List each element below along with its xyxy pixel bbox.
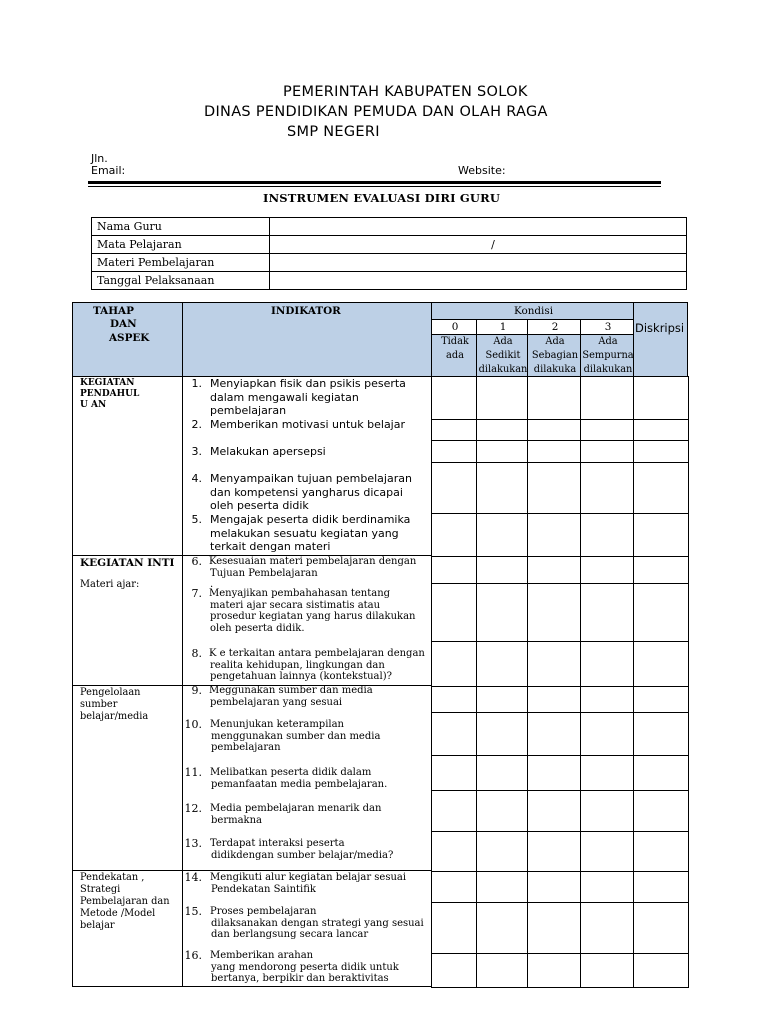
section-label: KEGIATAN INTI xyxy=(80,557,175,569)
score-cell[interactable] xyxy=(580,419,634,441)
description-cell[interactable] xyxy=(633,583,689,642)
indicator-text-line: terkait dengan materi xyxy=(210,540,331,553)
score-cell[interactable] xyxy=(527,686,581,713)
header-dan: DAN xyxy=(110,318,137,330)
score-cell[interactable] xyxy=(476,831,528,872)
indicator-text-line: yang mendorong peserta didik untuk xyxy=(211,961,399,973)
description-cell[interactable] xyxy=(633,902,689,954)
score-label-line: Ada xyxy=(545,336,565,347)
description-cell[interactable] xyxy=(633,419,689,441)
header-deskripsi-cell xyxy=(633,302,688,377)
score-cell[interactable] xyxy=(431,419,477,441)
indicator-text-line: realita kehidupan, lingkungan dan xyxy=(210,659,385,671)
section-cell xyxy=(72,555,183,686)
description-cell[interactable] xyxy=(633,513,689,557)
score-cell[interactable] xyxy=(476,712,528,756)
indicator-text-line: pembelajaran xyxy=(211,742,281,753)
score-cell[interactable] xyxy=(580,440,634,463)
section-label: Pengelolaan sumber belajar/media xyxy=(80,687,149,722)
indicator-text-line: Mengikuti alur kegiatan belajar sesuai xyxy=(210,872,407,883)
indicator-number: 5. xyxy=(191,513,202,526)
score-cell[interactable] xyxy=(476,641,528,687)
score-cell[interactable] xyxy=(431,902,477,954)
indicator-number: 8. xyxy=(191,647,202,660)
indicator-text-line: pengetahuan lainnya (kontekstual)? xyxy=(210,671,392,682)
indicator-text-line: dilaksanakan dengan strategi yang sesuai xyxy=(211,917,424,929)
indicator-text-line: dan kompetensi yangharus dicapai xyxy=(210,485,403,499)
email-label: Email: xyxy=(91,164,126,177)
score-label-line: Tidak xyxy=(441,336,469,347)
score-cell[interactable] xyxy=(476,583,528,642)
indicator-number: 6. xyxy=(191,555,202,568)
score-cell[interactable] xyxy=(580,871,634,903)
score-cell[interactable] xyxy=(580,831,634,872)
header-line-1: PEMERINTAH KABUPATEN SOLOK xyxy=(283,84,528,100)
indicator-text-line: Memberikan motivasi untuk belajar xyxy=(210,418,405,431)
header-aspek: ASPEK xyxy=(109,332,150,344)
score-cell[interactable] xyxy=(431,583,477,642)
score-label-line: Sebagian xyxy=(531,350,579,361)
score-cell[interactable] xyxy=(431,755,477,791)
indicator-text-line: K e terkaitan antara pembelajaran dengan xyxy=(209,648,425,659)
info-label: Tanggal Pelaksanaan xyxy=(92,272,270,290)
indicator-text-line: dalam mengawali kegiatan xyxy=(210,390,359,404)
score-label-line: Sempurna xyxy=(582,350,634,361)
score-header-number xyxy=(580,319,634,335)
indicator-text-line: Menyampaikan tujuan pembelajaran xyxy=(210,472,412,485)
score-cell[interactable] xyxy=(527,513,581,557)
score-cell[interactable] xyxy=(580,712,634,756)
header-line-2: DINAS PENDIDIKAN PEMUDA DAN OLAH RAGA xyxy=(204,104,548,120)
score-label-line: dilakuka xyxy=(533,364,577,375)
score-cell[interactable] xyxy=(431,513,477,557)
score-label-line: Ada xyxy=(598,336,618,347)
indicator-number: 7. xyxy=(191,587,202,600)
indicator-number: 14. xyxy=(184,871,202,884)
info-label: Mata Pelajaran xyxy=(92,236,270,254)
section-cell xyxy=(72,870,183,987)
score-cell[interactable] xyxy=(580,376,634,420)
score-cell[interactable] xyxy=(527,755,581,791)
header-deskripsi: Diskripsi xyxy=(635,321,685,335)
indicator-number: 4. xyxy=(191,472,202,485)
score-header-number xyxy=(527,319,581,335)
indicator-text-line: Terdapat interaksi peserta xyxy=(210,838,345,849)
score-cell[interactable] xyxy=(527,556,581,584)
indicator-text-line: oleh peserta didik xyxy=(210,499,309,512)
description-cell[interactable] xyxy=(633,755,689,791)
score-cell[interactable] xyxy=(527,953,581,988)
score-cell[interactable] xyxy=(527,871,581,903)
description-cell[interactable] xyxy=(633,712,689,756)
indicator-text-line: melakukan sesuatu kegiatan yang xyxy=(210,526,399,540)
indicator-text-line: Meggunakan sumber dan media xyxy=(209,685,373,696)
indicator-number: 10. xyxy=(184,718,202,731)
score-cell[interactable] xyxy=(527,440,581,463)
description-cell[interactable] xyxy=(633,790,689,832)
score-cell[interactable] xyxy=(476,755,528,791)
score-header-label xyxy=(431,334,477,377)
indicator-text-line: Melakukan apersepsi xyxy=(210,445,326,458)
score-cell[interactable] xyxy=(476,376,528,420)
header-kondisi: Kondisi xyxy=(513,305,554,317)
indicator-number: 3. xyxy=(191,445,202,458)
score-cell[interactable] xyxy=(431,641,477,687)
indicator-text-line: menggunakan sumber dan media xyxy=(211,730,381,742)
description-cell[interactable] xyxy=(633,641,689,687)
score-number: 0 xyxy=(451,321,459,333)
score-header-label xyxy=(476,334,528,377)
indicator-text-line: dan berlangsung secara lancar xyxy=(211,929,369,940)
indicator-text-line: Menunjukan keterampilan xyxy=(210,719,344,730)
score-label-line: dilakukan xyxy=(478,364,528,375)
score-cell[interactable] xyxy=(580,902,634,954)
header-indikator: INDIKATOR xyxy=(271,305,341,317)
indicator-text-line: materi ajar secara sistimatis atau xyxy=(210,599,381,611)
score-cell[interactable] xyxy=(527,790,581,832)
section-cell xyxy=(72,376,183,556)
header-indikator-cell xyxy=(182,302,432,377)
indicator-text-line: Mengajak peserta didik berdinamika xyxy=(210,513,411,526)
header-kondisi-cell xyxy=(431,302,634,320)
description-cell[interactable] xyxy=(633,440,689,463)
indicator-text-line: pembelajaran xyxy=(210,404,287,417)
score-cell[interactable] xyxy=(476,953,528,988)
score-cell[interactable] xyxy=(527,712,581,756)
score-cell[interactable] xyxy=(527,583,581,642)
indicator-text-line: Menyajikan pembahahasan tentang xyxy=(209,588,391,599)
score-number: 3 xyxy=(604,321,612,333)
score-cell[interactable] xyxy=(431,871,477,903)
indicator-text-line: bertanya, berpikir dan beraktivitas xyxy=(211,973,389,984)
section-sub-label: Materi ajar: xyxy=(80,579,140,590)
info-value[interactable]: / xyxy=(270,236,687,254)
description-cell[interactable] xyxy=(633,831,689,872)
indicator-text-line: Kesesuaian materi pembelajaran dengan xyxy=(209,556,417,567)
score-cell[interactable] xyxy=(476,790,528,832)
score-header-label xyxy=(580,334,634,377)
score-cell[interactable] xyxy=(476,902,528,954)
section-label: Pendekatan , Strategi Pembelajaran dan Metode /Model belajar xyxy=(80,872,170,931)
indicator-text-line: oleh peserta didik. xyxy=(210,622,305,634)
indicator-number: 11. xyxy=(184,766,202,779)
score-cell[interactable] xyxy=(476,462,528,514)
score-header-number xyxy=(431,319,477,335)
score-cell[interactable] xyxy=(431,556,477,584)
indicator-text-line: Media pembelajaran menarik dan xyxy=(210,803,382,814)
score-cell[interactable] xyxy=(431,831,477,872)
description-cell[interactable] xyxy=(633,462,689,514)
indicator-number: 9. xyxy=(191,684,202,697)
score-cell[interactable] xyxy=(476,871,528,903)
indicator-number: 12. xyxy=(184,802,202,815)
indicator-text-line: Proses pembelajaran xyxy=(210,906,317,917)
indicator-text-line: Menyiapkan fisik dan psikis peserta xyxy=(210,377,406,390)
indicator-text-line: prosedur kegiatan yang harus dilakukan xyxy=(210,611,416,622)
score-cell[interactable] xyxy=(527,831,581,872)
indicator-number: 13. xyxy=(184,837,202,850)
score-cell[interactable] xyxy=(580,641,634,687)
indicator-text-line: . xyxy=(210,579,214,590)
info-label: Nama Guru xyxy=(92,218,270,236)
description-cell[interactable] xyxy=(633,686,689,713)
address-label: Jln. xyxy=(91,152,108,165)
score-cell[interactable] xyxy=(476,440,528,463)
score-number: 2 xyxy=(551,321,559,333)
score-cell[interactable] xyxy=(580,686,634,713)
website-label: Website: xyxy=(458,164,506,177)
description-cell[interactable] xyxy=(633,376,689,420)
score-cell[interactable] xyxy=(431,462,477,514)
section-cell xyxy=(72,685,183,871)
score-cell[interactable] xyxy=(431,686,477,713)
score-cell[interactable] xyxy=(580,583,634,642)
section-label: KEGIATAN PENDAHUL U AN xyxy=(80,378,140,410)
header-line-3: SMP NEGERI xyxy=(287,124,380,140)
header-tahap-cell xyxy=(72,302,183,377)
indicator-number: 1. xyxy=(191,377,202,390)
score-cell[interactable] xyxy=(580,790,634,832)
document-title: INSTRUMEN EVALUASI DIRI GURU xyxy=(263,191,501,205)
score-cell[interactable] xyxy=(476,419,528,441)
indicator-text-line: Memberikan arahan xyxy=(210,950,314,961)
indicator-text-line: didikdengan sumber belajar/media? xyxy=(211,849,394,861)
score-cell[interactable] xyxy=(580,953,634,988)
score-cell[interactable] xyxy=(431,376,477,420)
score-number: 1 xyxy=(499,321,507,333)
indicator-text-line: pembelajaran yang sesuai xyxy=(210,696,343,708)
description-cell[interactable] xyxy=(633,871,689,903)
score-header-number xyxy=(476,319,528,335)
score-cell[interactable] xyxy=(580,556,634,584)
indicator-text-line: Melibatkan peserta didik dalam xyxy=(210,767,372,778)
score-cell[interactable] xyxy=(527,462,581,514)
score-cell[interactable] xyxy=(431,712,477,756)
indicator-number: 16. xyxy=(184,949,202,962)
score-cell[interactable] xyxy=(431,790,477,832)
indicator-number: 15. xyxy=(184,905,202,918)
score-header-label xyxy=(527,334,581,377)
score-cell[interactable] xyxy=(527,641,581,687)
score-label-line: Sedikit xyxy=(485,350,521,361)
score-label-line: dilakukan xyxy=(583,364,633,375)
score-cell[interactable] xyxy=(580,513,634,557)
score-label-line: ada xyxy=(446,350,464,361)
score-cell[interactable] xyxy=(476,513,528,557)
header-tahap: TAHAP xyxy=(93,305,134,317)
indicator-text-line: Tujuan Pembelajaran xyxy=(210,567,318,579)
score-cell[interactable] xyxy=(431,440,477,463)
description-cell[interactable] xyxy=(633,556,689,584)
score-cell[interactable] xyxy=(476,686,528,713)
score-cell[interactable] xyxy=(527,376,581,420)
score-cell[interactable] xyxy=(580,755,634,791)
score-cell[interactable] xyxy=(431,953,477,988)
info-label: Materi Pembelajaran xyxy=(92,254,270,272)
score-cell[interactable] xyxy=(580,462,634,514)
score-cell[interactable] xyxy=(476,556,528,584)
indicator-number: 2. xyxy=(191,418,202,431)
indicator-text-line: bermakna xyxy=(211,814,263,826)
indicator-text-line: Pendekatan Saintifik xyxy=(211,883,316,895)
score-label-line: Ada xyxy=(493,336,513,347)
indicator-text-line: pemanfaatan media pembelajaran. xyxy=(211,778,388,790)
description-cell[interactable] xyxy=(633,953,689,988)
score-cell[interactable] xyxy=(527,902,581,954)
score-cell[interactable] xyxy=(527,419,581,441)
